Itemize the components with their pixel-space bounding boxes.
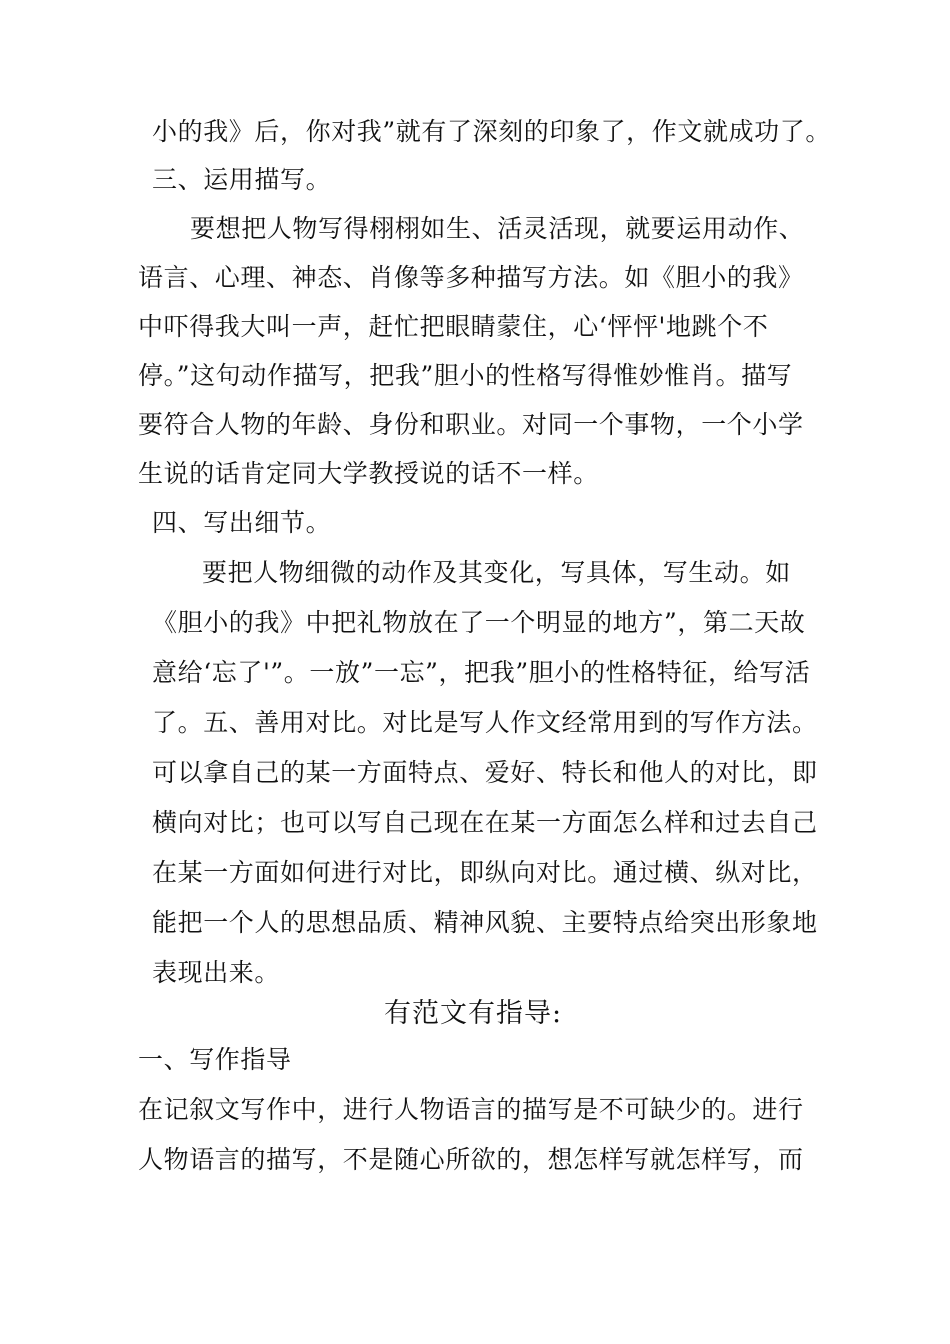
heading-details: 四、写出细节。 [152,508,332,537]
text-line-15: 横向对比；也可以写自己现在在某一方面怎么样和过去自己 [152,808,818,837]
text-line-12: 意给‘忘了'”。一放”一忘”，把我”胆小的性格特征，给写活 [152,658,811,687]
text-line-13: 了。五、善用对比。对比是写人作文经常用到的写作方法。 [152,708,818,737]
text-line-7: 要符合人物的年龄、身份和职业。对同一个事物，一个小学 [138,410,804,439]
subheading-writing-guide: 一、写作指导 [138,1045,292,1074]
text-line-3: 要想把人物写得栩栩如生、活灵活现，就要运用动作、 [190,214,805,243]
text-line-14: 可以拿自己的某一方面特点、爱好、特长和他人的对比，即 [152,758,818,787]
text-line-guide-1: 在记叙文写作中，进行人物语言的描写是不可缺少的。进行 [138,1095,804,1124]
text-line-18: 表现出来。 [152,958,281,987]
section-title: 有范文有指导: [384,998,563,1029]
text-line-10: 要把人物细微的动作及其变化，写具体，写生动。如 [202,558,791,587]
text-line-6: 停。”这句动作描写，把我”胆小的性格写得惟妙惟肖。描写 [138,361,793,390]
text-line-1: 小的我》后，你对我”就有了深刻的印象了，作文就成功了。 [152,117,831,146]
text-line-5: 中吓得我大叫一声，赶忙把眼睛蒙住，心‘怦怦'地跳个不 [138,312,769,341]
text-line-guide-2: 人物语言的描写，不是随心所欲的，想怎样写就怎样写，而 [138,1145,804,1174]
text-line-8: 生说的话肯定同大学教授说的话不一样。 [138,459,599,488]
text-line-16: 在某一方面如何进行对比，即纵向对比。通过横、纵对比， [152,858,818,887]
text-line-4: 语言、心理、神态、肖像等多种描写方法。如《胆小的我》 [138,263,804,292]
heading-describe: 三、运用描写。 [152,165,332,194]
text-line-17: 能把一个人的思想品质、精神风貌、主要特点给突出形象地 [152,908,818,937]
text-line-11: 《胆小的我》中把礼物放在了一个明显的地方”，第二天故 [152,608,806,637]
